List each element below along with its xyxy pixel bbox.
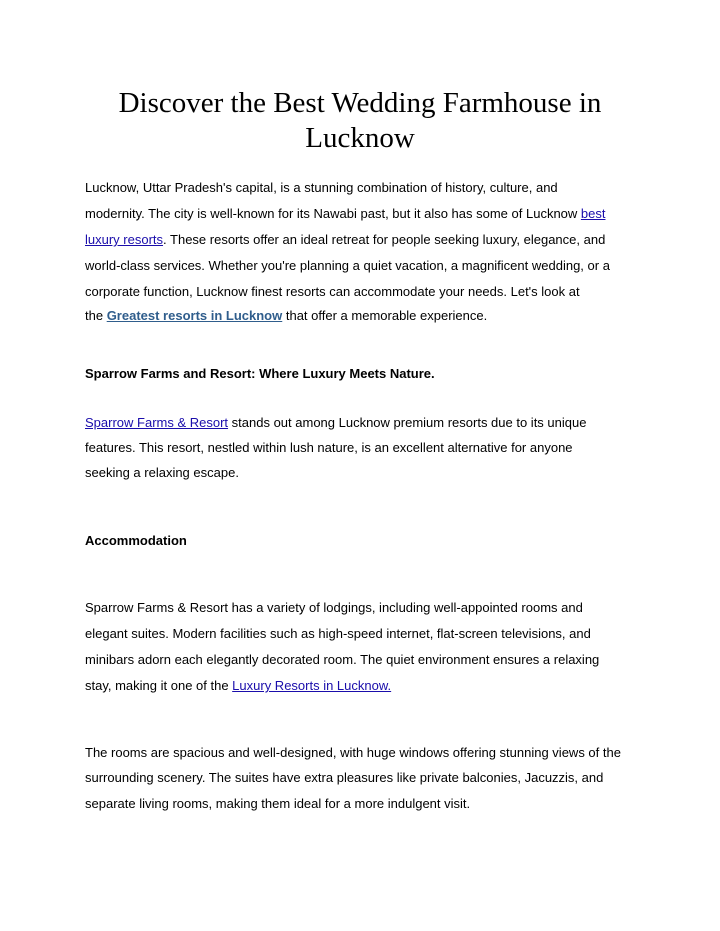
accommodation-p1-line-3: minibars adorn each elegantly decorated room. The quiet environment ensures a relaxing — [85, 652, 600, 667]
intro-text: . These resorts offer an ideal retreat for people seeking luxury, elegance, and — [163, 232, 606, 247]
intro-line-1: Lucknow, Uttar Pradesh's capital, is a stunning combination of history, culture, and — [85, 180, 558, 195]
section1-line-3: seeking a relaxing escape. — [85, 465, 239, 480]
accommodation-p1-line-4 — [85, 678, 391, 694]
intro-line-5: corporate function, Lucknow finest resorts can accommodate your needs. Let's look at — [85, 284, 580, 299]
intro-line-4: world-class services. Whether you're planning a quiet vacation, a magnificent wedding, or a — [85, 258, 610, 273]
section1-text: stands out among Lucknow premium resorts due to its unique — [228, 415, 587, 430]
accommodation-p2-line-3: separate living rooms, making them ideal for a more indulgent visit. — [85, 796, 471, 811]
accommodation-p1-line-1: Sparrow Farms & Resort has a variety of lodgings, including well-appointed rooms and — [85, 600, 583, 615]
section1-line-2: features. This resort, nestled within lush nature, is an excellent alternative for anyone — [85, 440, 573, 455]
intro-text: the — [85, 308, 107, 323]
section1-line-1 — [85, 415, 586, 431]
greatest-resorts-link[interactable]: Greatest resorts in Lucknow — [106, 308, 283, 323]
intro-line-2 — [85, 206, 605, 222]
accommodation-p2-line-2: surrounding scenery. The suites have extra pleasures like private balconies, Jacuzzis, and — [85, 770, 604, 785]
sparrow-farms-link[interactable]: Sparrow Farms & Resort — [85, 415, 229, 430]
accommodation-p1-line-2: elegant suites. Modern facilities such as high-speed internet, flat-screen televisions, and — [85, 626, 591, 641]
intro-text: modernity. The city is well-known for its Nawabi past, but it also has some of Lucknow — [85, 206, 581, 221]
best-link-part-1[interactable]: best — [580, 206, 606, 221]
accommodation-p2-line-1: The rooms are spacious and well-designed, with huge windows offering stunning views of the — [85, 745, 621, 760]
best-luxury-resorts-link[interactable]: luxury resorts — [85, 232, 164, 247]
accommodation-text: stay, making it one of the — [85, 678, 233, 693]
section-heading-accommodation: Accommodation — [85, 533, 187, 548]
section-heading-sparrow: Sparrow Farms and Resort: Where Luxury Meets Nature. — [85, 366, 435, 381]
luxury-resorts-link[interactable]: Luxury Resorts in Lucknow. — [232, 678, 392, 693]
intro-text: that offer a memorable experience. — [282, 308, 488, 323]
page-title: Discover the Best Wedding Farmhouse in Lucknow — [118, 87, 602, 154]
intro-line-6 — [85, 308, 487, 324]
intro-line-3 — [85, 232, 605, 248]
